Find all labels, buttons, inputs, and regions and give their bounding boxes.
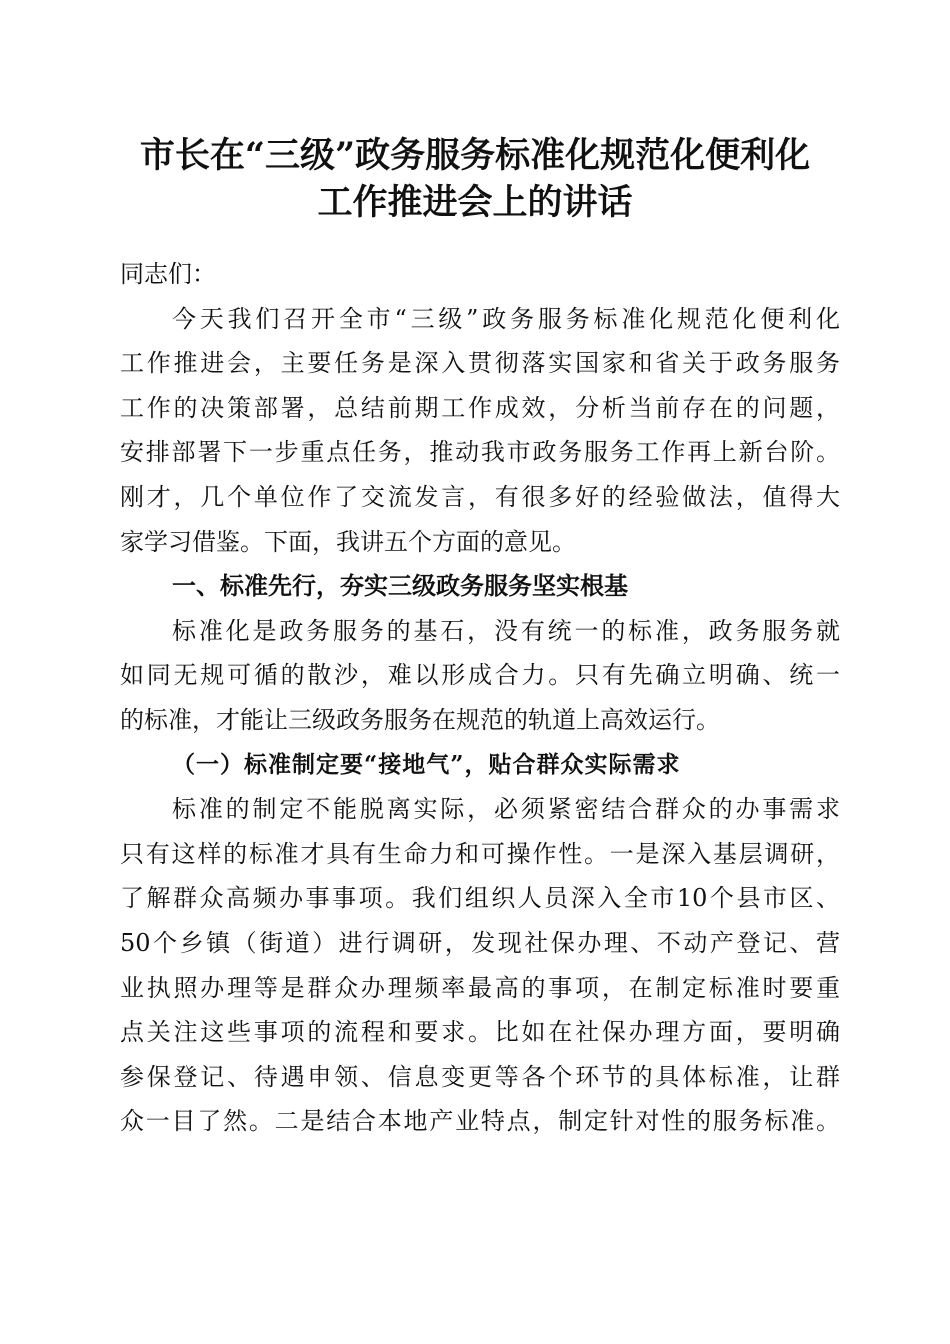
paragraph-line: 今天我们召开全市“三级”政务服务标准化规范化便利化 xyxy=(172,304,840,333)
paragraph-line: 刚才，几个单位作了交流发言，有很多好的经验做法，值得大 xyxy=(120,482,840,511)
paragraph-line: 业执照办理等是群众办理频率最高的事项，在制定标准时要重 xyxy=(120,973,840,1002)
paragraph-line: 安排部署下一步重点任务，推动我市政务服务工作再上新台阶。 xyxy=(120,438,840,467)
paragraph-standard-setting xyxy=(120,787,840,1144)
paragraph-line: 参保登记、待遇申领、信息变更等各个环节的具体标准，让群 xyxy=(120,1062,840,1091)
paragraph-line: 了解群众高频办事事项。我们组织人员深入全市10个县市区、 xyxy=(120,884,840,913)
paragraph-opening xyxy=(120,297,840,565)
paragraph-line: 标准的制定不能脱离实际，必须紧密结合群众的办事需求 xyxy=(172,795,840,824)
paragraph-line: 标准化是政务服务的基石，没有统一的标准，政务服务就 xyxy=(172,616,840,645)
section-heading-1: 一、标准先行，夯实三级政务服务坚实根基 xyxy=(172,572,628,601)
paragraph-line: 50个乡镇（街道）进行调研，发现社保办理、不动产登记、营 xyxy=(120,928,840,957)
paragraph-line: 如同无规可循的散沙，难以形成合力。只有先确立明确、统一 xyxy=(120,661,840,690)
paragraph-standards xyxy=(120,609,840,743)
document-body xyxy=(120,252,840,1144)
paragraph-line: 工作推进会，主要任务是深入贯彻落实国家和省关于政务服务 xyxy=(120,349,840,378)
paragraph-line: 点关注这些事项的流程和要求。比如在社保办理方面，要明确 xyxy=(120,1018,840,1047)
paragraph-line: 众一目了然。二是结合本地产业特点，制定针对性的服务标准。 xyxy=(120,1107,840,1136)
paragraph-line: 的标准，才能让三级政务服务在规范的轨道上高效运行。 xyxy=(120,705,720,734)
title-line-2: 工作推进会上的讲话 xyxy=(317,182,633,223)
paragraph-line: 只有这样的标准才具有生命力和可操作性。一是深入基层调研， xyxy=(120,839,840,868)
salutation: 同志们： xyxy=(120,260,216,288)
paragraph-line: 工作的决策部署，总结前期工作成效，分析当前存在的问题， xyxy=(120,393,840,422)
paragraph-line: 家学习借鉴。下面，我讲五个方面的意见。 xyxy=(120,527,576,556)
subsection-heading-1: （一）标准制定要“接地气”，贴合群众实际需求 xyxy=(172,750,681,778)
document-title xyxy=(60,132,890,226)
title-line-1: 市长在“三级”政务服务标准化规范化便利化 xyxy=(139,135,811,176)
